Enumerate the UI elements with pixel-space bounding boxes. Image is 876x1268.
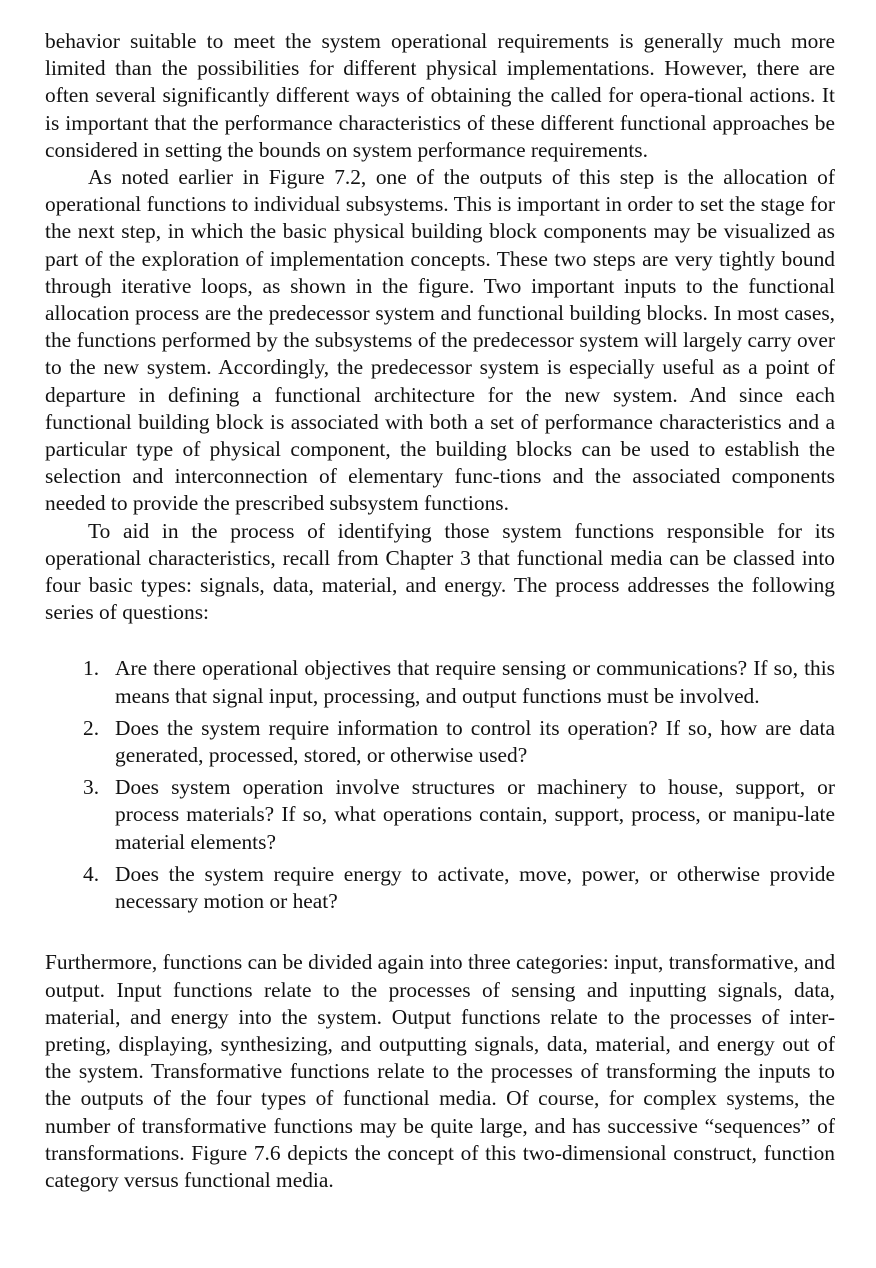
document-page [45, 28, 835, 1194]
list-item-number: 3. [83, 775, 100, 800]
list-item-text: Does the system require information to control its operation? If so, how are data generated, processed, stored, or otherwise used? [115, 715, 835, 768]
list-item-text: Does system operation involve structures or machinery to house, support, or process materials? If so, what operations contain, support, process, or manipu-late material elements? [115, 775, 835, 854]
list-item-text: Are there operational objectives that require sensing or communications? If so, this means that signal input, processing, and output functions must be involved. [115, 656, 835, 708]
list-item [83, 774, 835, 856]
paragraph-3: To aid in the process of identifying those system functions responsible for its operational characteristics, recall from Chapter 3 that functional media can be classed into four basic types: signals, data, material, and energy. The process addresses the following series of questions: [45, 518, 835, 625]
list-item [83, 655, 835, 709]
paragraph-2: As noted earlier in Figure 7.2, one of the outputs of this step is the allocation of operational functions to individual subsystems. This is important in order to set the stage for the next step, in which the basic physical building block components may be visualized as part of the exploration of implementation concepts. These two steps are very tightly bound through iterative loops, as shown in the figure. Two important inputs to the functional allocation process are the predecessor system and functional building blocks. In most cases, the functions performed by the subsystems of the predecessor system will largely carry over to the new system. Accordingly, the predecessor system is especially useful as a point of departure in defining a functional architecture for the new system. And since each functional building block is associated with both a set of performance characteristics and a particular type of physical component, the building blocks can be used to establish the selection and interconnection of elementary func-tions and the associated components needed to provide the prescribed subsystem functions. [45, 165, 835, 516]
list-item-number: 1. [83, 656, 100, 681]
paragraph-4: Furthermore, functions can be divided again into three categories: input, transformative, and output. Input functions relate to the processes of sensing and inputting signals, data, material, and energy into the system. Output functions relate to the processes of inter-preting, displaying, synthesizing, and outputting signals, data, material, and energy out of the system. Transformative functions relate to the processes of transforming the inputs to the outputs of the four types of functional media. Of course, for complex systems, the number of transformative functions may be quite large, and has successive “sequences” of transformations. Figure 7.6 depicts the concept of this two-dimensional construct, function category versus functional media. [45, 950, 836, 1192]
paragraph-1: behavior suitable to meet the system operational requirements is generally much more limited than the possibilities for different physical implementations. However, there are often several significantly different ways of obtaining the called for opera-tional actions. It is important that the performance characteristics of these different functional approaches be considered in setting the bounds on system performance requirements. [45, 29, 835, 162]
question-list [45, 655, 835, 915]
list-item [83, 715, 835, 769]
list-item-text: Does the system require energy to activate, move, power, or otherwise provide necessary motion or heat? [115, 861, 835, 914]
list-item-number: 2. [83, 715, 100, 740]
list-item-number: 4. [83, 861, 100, 886]
list-item [83, 861, 835, 915]
